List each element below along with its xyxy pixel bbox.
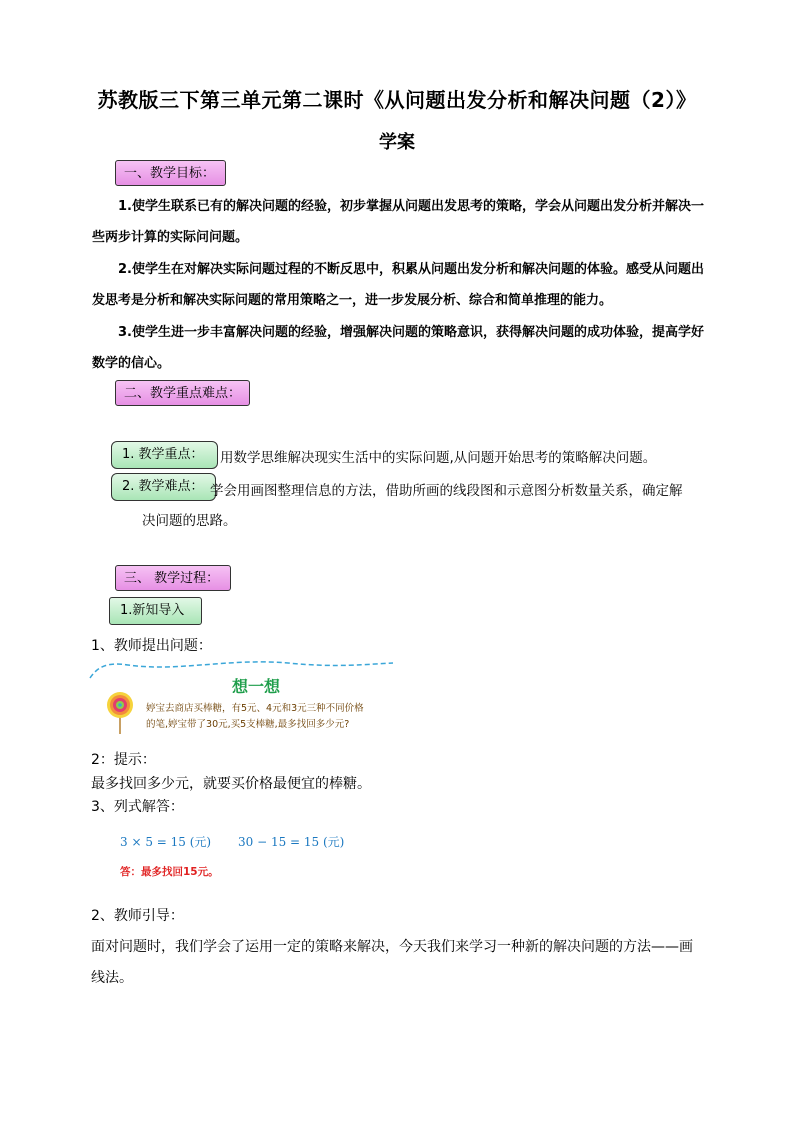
answer-text: 答：最多找回15元。 [120,866,219,878]
goal-text: 使学生在对解决实际问题过程的不断反思中，积累从问题出发分析和解决问题的体验。感受从问题出发思考是分析和解决实际问题的常用策略之一，进一步发展分析、综合和简单推理的能力。 [92,262,704,308]
section-process-label: 三、 教学过程： [115,565,231,591]
key-point-text: 用数学思维解决现实生活中的实际问题,从问题开始思考的策略解决问题。 [220,450,657,466]
difficult-point-text-continued: 决问题的思路。 [142,513,237,529]
subsection-intro-label: 1.新知导入 [109,597,202,625]
step-hint: 2：提示： [91,752,156,768]
card-text-line2: 的笔,婷宝带了30元,买5支棒糖,最多找回多少元? [146,719,350,730]
goal-number: 1. [118,199,132,214]
lollipop-icon [104,691,136,735]
page-title: 苏教版三下第三单元第二课时《从问题出发分析和解决问题（2）》 [97,88,697,112]
step-solution: 3、列式解答： [91,799,184,815]
guide-text-continued: 线法。 [91,970,133,986]
step-teacher-guide: 2、教师引导： [91,908,184,924]
difficult-point-label: 2. 教学难点： [111,473,216,501]
goal-item [92,191,704,253]
guide-text: 面对问题时，我们学会了运用一定的策略来解决，今天我们来学习一种新的解决问题的方法——画 [91,939,693,955]
section-key-difficult-label: 二、教学重点难点： [115,380,250,406]
section-objectives-label: 一、教学目标： [115,160,226,186]
step-teacher-question: 1、教师提出问题： [91,638,212,654]
goal-item [92,254,704,316]
formula-subtract: 30 − 15 = 15 (元) [238,835,345,849]
goal-number: 3. [118,325,132,340]
formula-multiply: 3 × 5 = 15 (元) [120,835,212,849]
goal-item [92,317,704,379]
goal-number: 2. [118,262,132,277]
page-subtitle: 学案 [379,132,415,153]
goal-text: 使学生联系已有的解决问题的经验，初步掌握从问题出发思考的策略，学会从问题出发分析并解决一些两步计算的实际问问题。 [92,199,704,245]
difficult-point-text: 学会用画图整理信息的方法，借助所画的线段图和示意图分析数量关系，确定解 [210,483,683,499]
card-title: 想一想 [232,677,281,696]
key-point-label: 1. 教学重点： [111,441,218,469]
card-text-line1: 婷宝去商店买棒糖，有5元、4元和3元三种不同价格 [146,703,364,714]
hint-text: 最多找回多少元，就要买价格最便宜的棒糖。 [91,776,371,792]
goal-text: 使学生进一步丰富解决问题的经验，增强解决问题的策略意识，获得解决问题的成功体验，提高学好数学的信心。 [92,325,704,371]
